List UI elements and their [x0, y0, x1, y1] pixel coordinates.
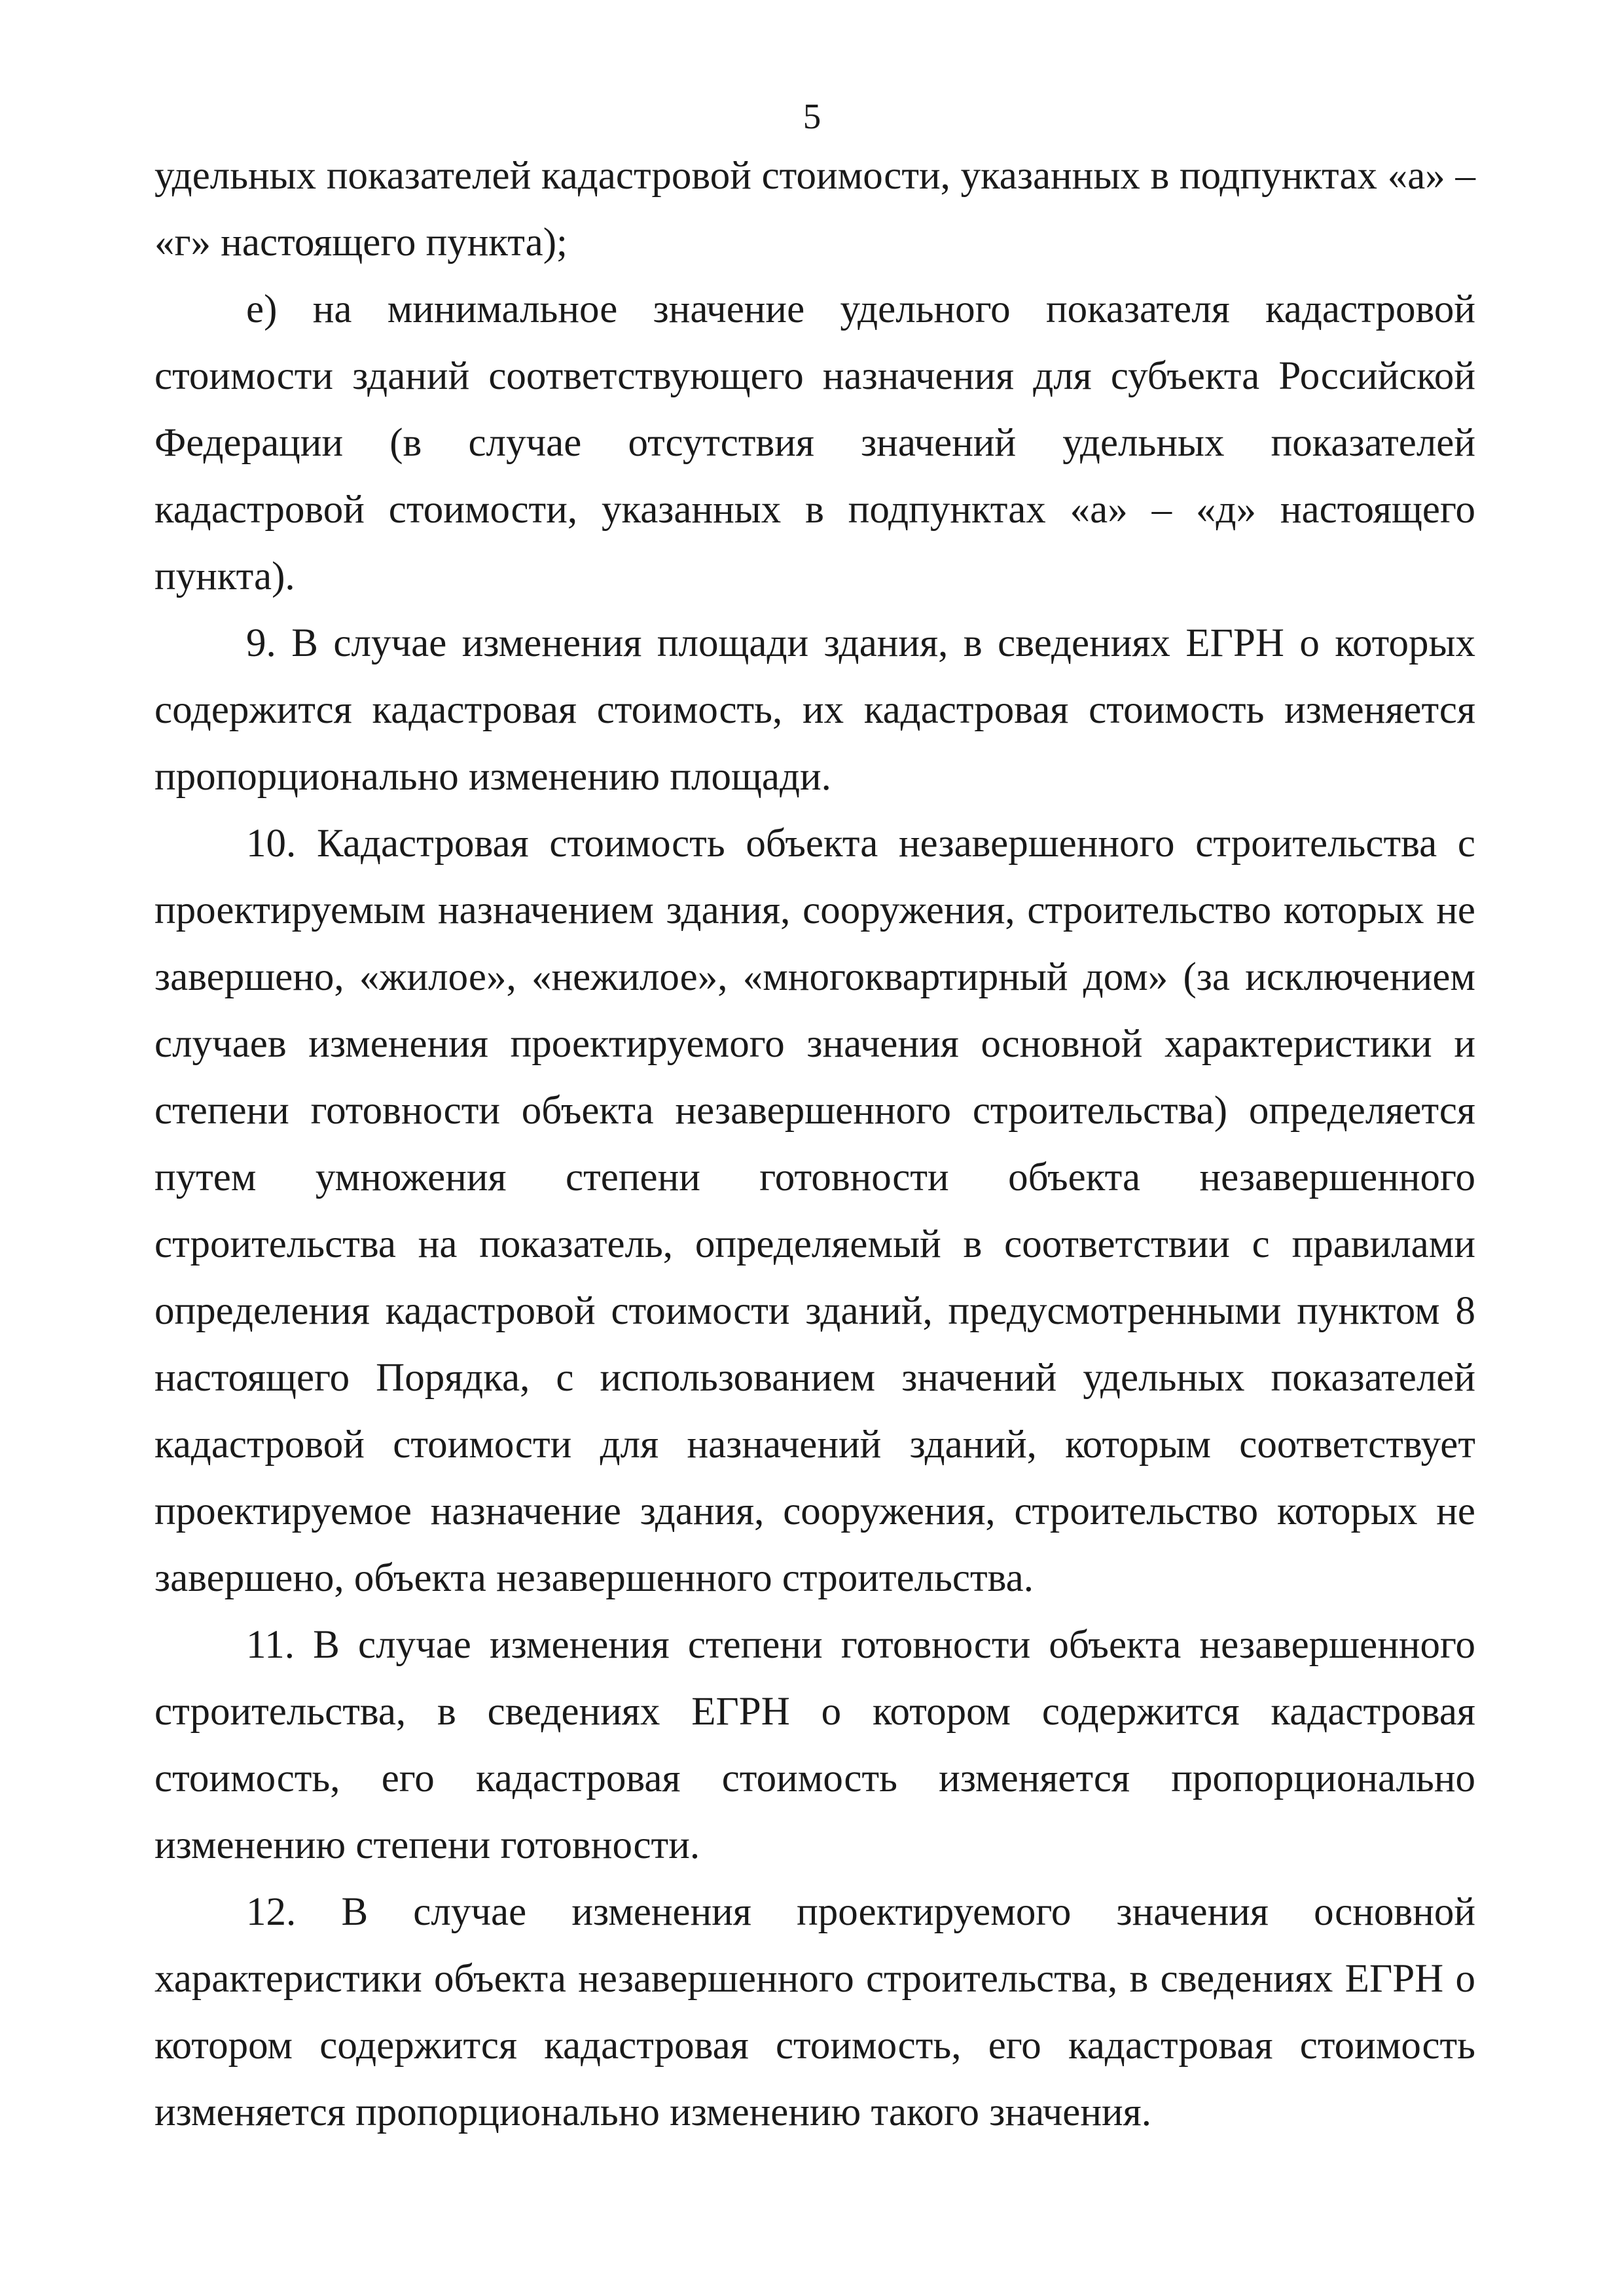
- document-body: [154, 143, 1475, 2146]
- paragraph-item-11: 11. В случае изменения степени готовности объекта незавершенного строительства, в сведениях ЕГРН о котором содержится кадастровая стоимость, его кадастровая стоимость изменяется пропорционально изменению степени готовности.: [154, 1623, 1475, 1867]
- paragraph-continuation: удельных показателей кадастровой стоимости, указанных в подпунктах «а» – «г» настоящего пункта);: [154, 154, 1475, 264]
- paragraph-item-9: 9. В случае изменения площади здания, в сведениях ЕГРН о которых содержится кадастровая стоимость, их кадастровая стоимость изменяется пропорционально изменению площади.: [154, 621, 1475, 799]
- page-number: 5: [803, 96, 821, 136]
- paragraph-item-12: 12. В случае изменения проектируемого значения основной характеристики объекта незавершенного строительства, в сведениях ЕГРН о котором содержится кадастровая стоимость, его кадастровая стоимость изменяется пропорционально изменению такого значения.: [154, 1890, 1475, 2134]
- paragraph-item-10: 10. Кадастровая стоимость объекта незавершенного строительства с проектируемым назначением здания, сооружения, строительство которых не завершено, «жилое», «нежилое», «многоквартирный дом» (за исключением случаев изменения проектируемого значения основной характеристики и степени готовности объекта незавершенного строительства) определяется путем умножения степени готовности объекта незавершенного строительства на показатель, определяемый в соответствии с правилами определения кадастровой стоимости зданий, предусмотренными пунктом 8 настоящего Порядка, с использованием значений удельных показателей кадастровой стоимости для назначений зданий, которым соответствует проектируемое назначение здания, сооружения, строительство которых не завершено, объекта незавершенного строительства.: [154, 822, 1475, 1600]
- paragraph-subitem-e: е) на минимальное значение удельного показателя кадастровой стоимости зданий соответствующего назначения для субъекта Российской Федерации (в случае отсутствия значений удельных показателей кадастровой стоимости, указанных в подпунктах «а» – «д» настоящего пункта).: [154, 287, 1475, 598]
